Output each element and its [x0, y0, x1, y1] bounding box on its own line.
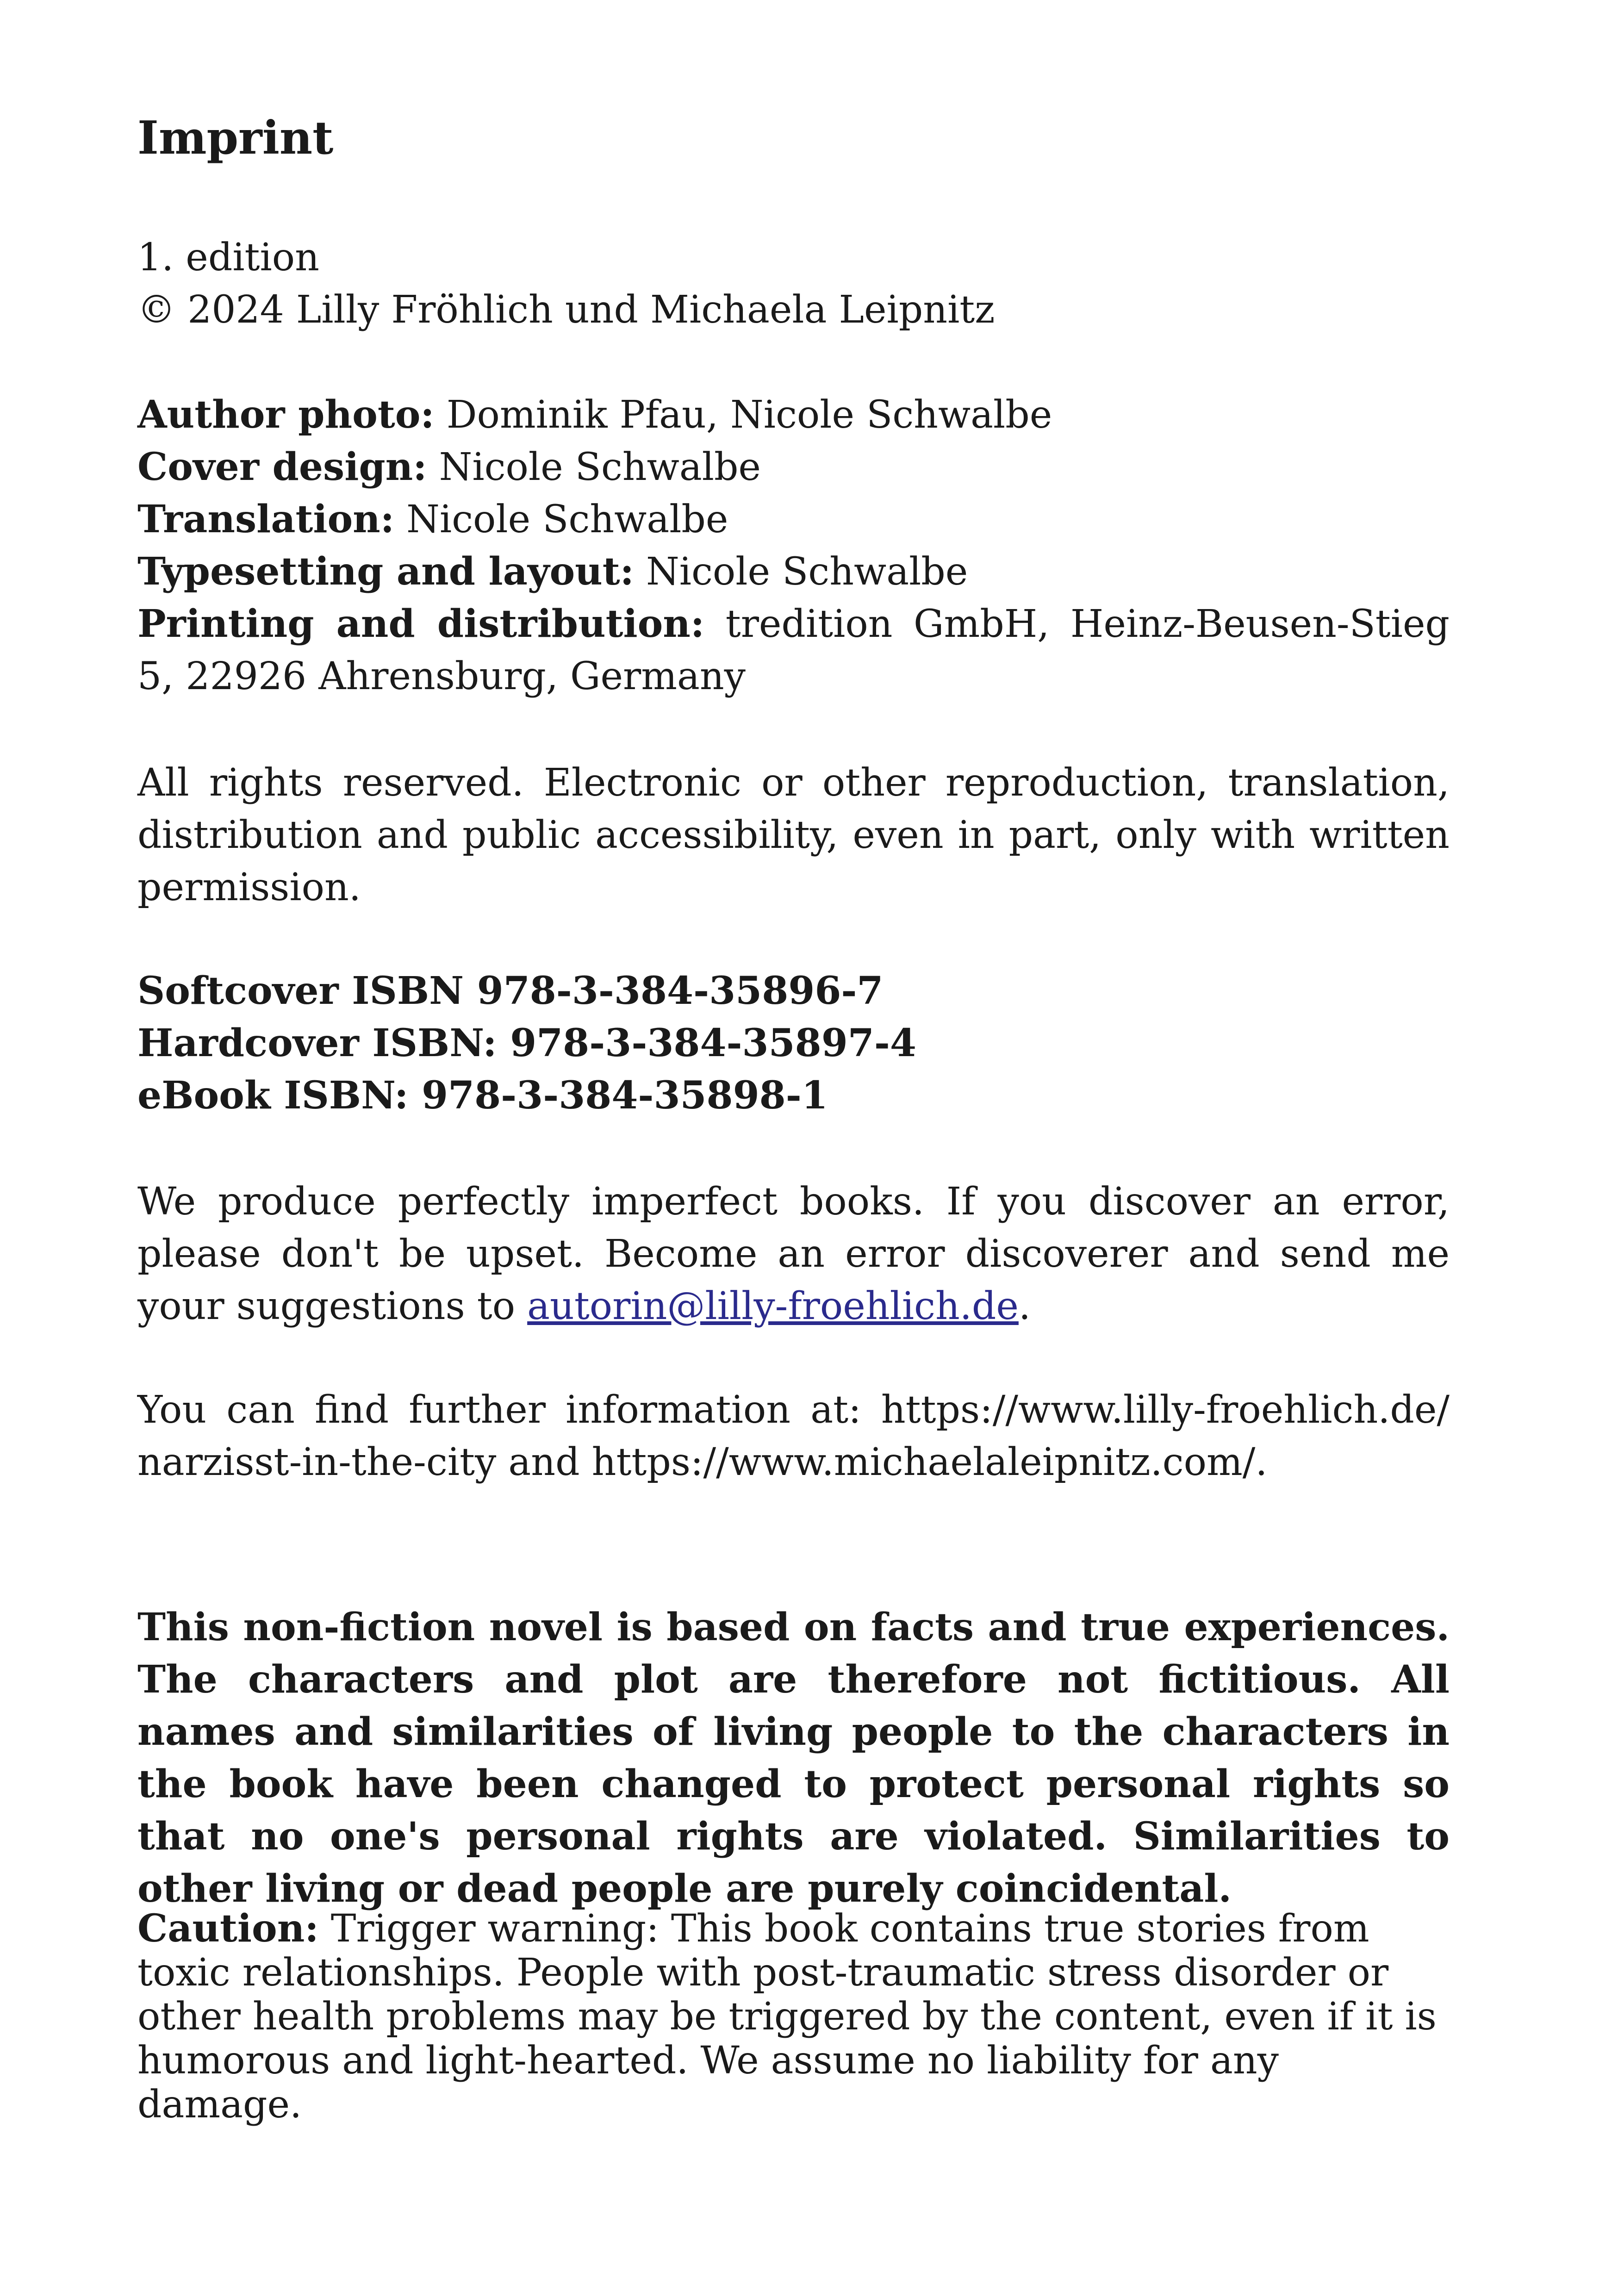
isbn-softcover: Softcover ISBN 978-3-384-35896-7 [137, 969, 884, 1013]
caution-paragraph [137, 1907, 1450, 2127]
credit-label: Translation: [137, 497, 395, 541]
credit-cover-design [137, 441, 1450, 493]
errors-end: . [1018, 1284, 1031, 1328]
credit-author-photo [137, 389, 1450, 441]
edition-line: 1. edition [137, 236, 319, 280]
credits-block [137, 389, 1450, 703]
credit-value: Dominik Pfau, Nicole Schwalbe [434, 393, 1052, 437]
credit-value: Nicole Schwalbe [634, 550, 968, 594]
email-link[interactable]: autorin@lilly-froehlich.de [527, 1284, 1019, 1328]
errors-paragraph [137, 1176, 1450, 1332]
credit-value: tredition GmbH, Heinz-Beusen-Stieg 5, 22926 Ahrensburg, Germany [137, 602, 1450, 698]
credit-value: Nicole Schwalbe [427, 445, 761, 489]
info-paragraph: You can find further information at: https://www.lilly-froehlich.de/ narzisst-in-the-city and https://www.michaelaleipnitz.com/. [137, 1388, 1450, 1484]
rights-paragraph: All rights reserved. Electronic or other reproduction, translation, distribution and public accessibility, even in part, only with written permission. [137, 761, 1450, 909]
isbn-block [137, 965, 1450, 1122]
copyright-line: © 2024 Lilly Fröhlich und Michaela Leipnitz [137, 288, 995, 332]
credit-translation [137, 493, 1450, 546]
credit-label: Typesetting and layout: [137, 549, 634, 594]
caution-text: Trigger warning: This book contains true stories from toxic relationships. People with post-traumatic stress disorder or other health problems may be triggered by the content, even if it is humorous and light-hearted. We assume no liability for any damage. [137, 1907, 1437, 2127]
isbn-hardcover: Hardcover ISBN: 978-3-384-35897-4 [137, 1021, 916, 1065]
isbn-ebook: eBook ISBN: 978-3-384-35898-1 [137, 1073, 828, 1118]
credit-label: Author photo: [137, 392, 435, 437]
page-title: Imprint [137, 112, 334, 165]
errors-text: We produce perfectly imperfect books. If you discover an error, please don't be upset. Become an error discoverer and send me your suggestions to [137, 1180, 1450, 1328]
credit-label: Cover design: [137, 445, 427, 489]
credit-printing [137, 598, 1450, 703]
caution-label: Caution: [137, 1906, 319, 1951]
credit-typesetting [137, 546, 1450, 598]
edition-block [137, 231, 1450, 336]
disclaimer-paragraph: This non-fiction novel is based on facts and true experiences. The characters and plot are therefore not fictitious. All names and similarities of living people to the characters in the book have been changed to protect personal rights so that no one's personal rights are violated. Similarities to other living or dead people are purely coincidental. [137, 1605, 1450, 1911]
credit-label: Printing and distribution: [137, 602, 705, 646]
credit-value: Nicole Schwalbe [394, 498, 728, 541]
